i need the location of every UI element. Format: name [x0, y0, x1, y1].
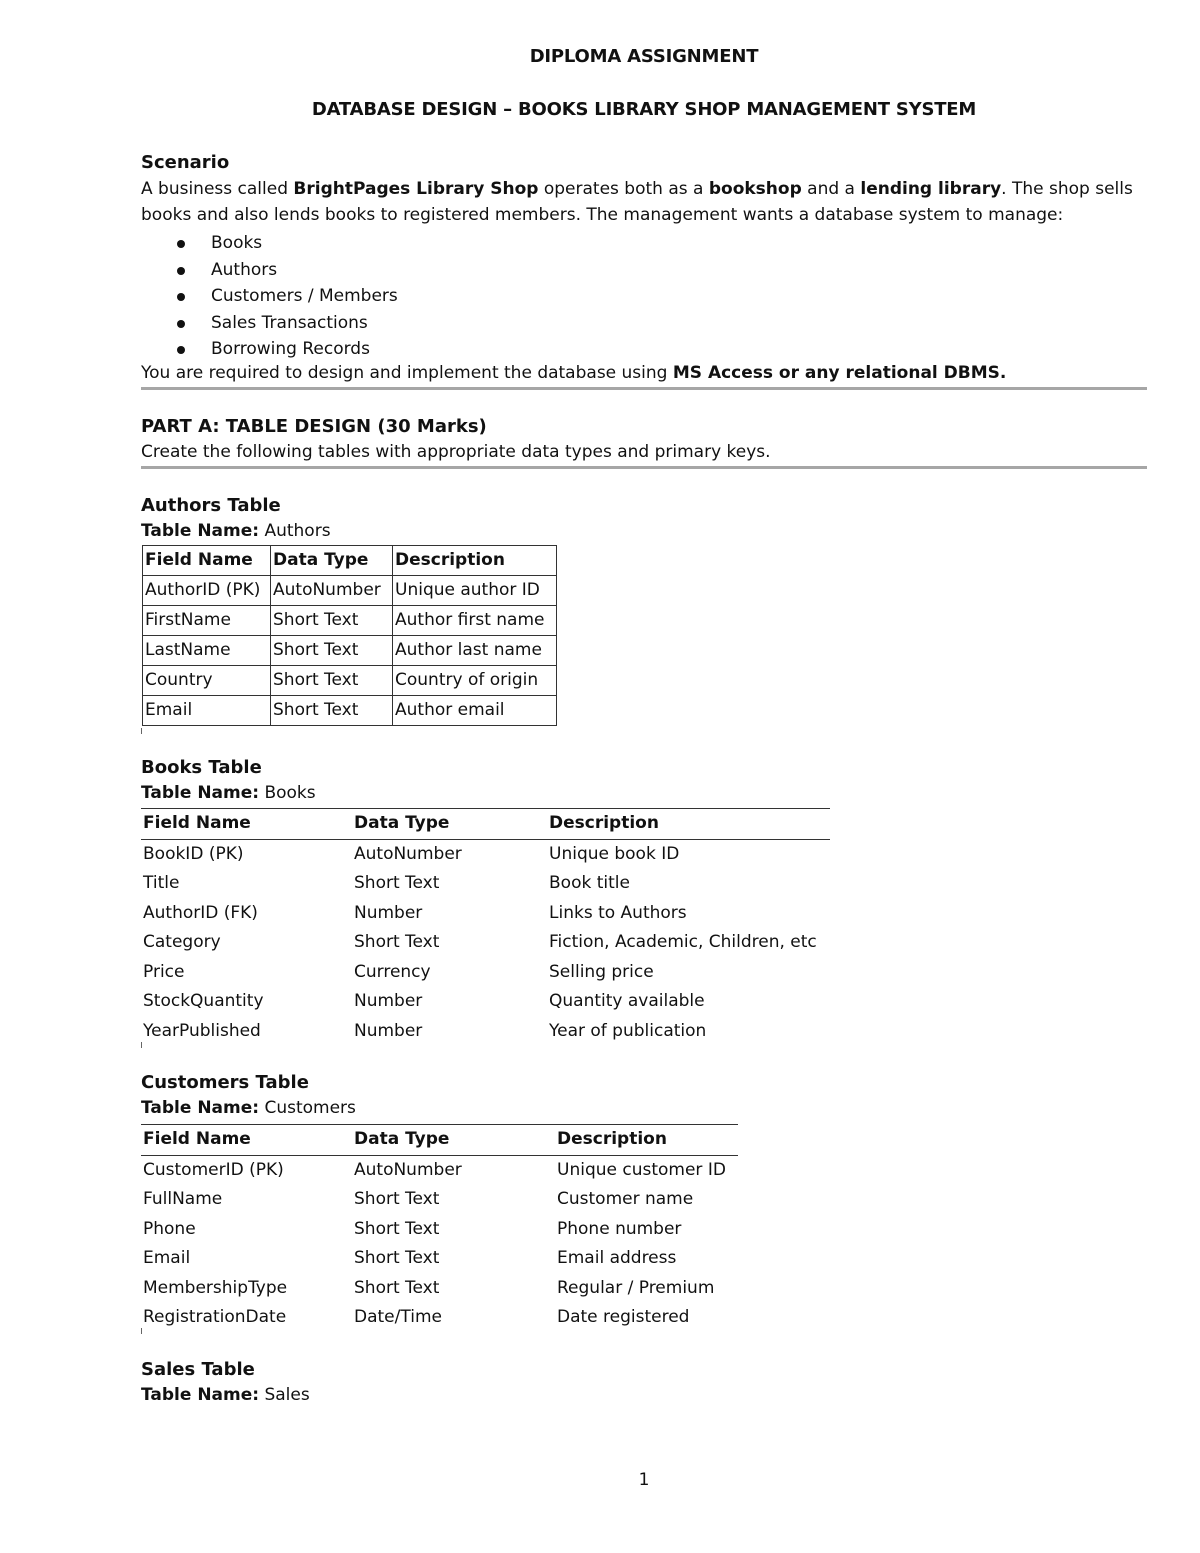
table-row: YearPublished Number Year of publication	[143, 1020, 707, 1041]
paragraph-mark	[141, 728, 142, 734]
table-row: FullName Short Text Customer name	[143, 1189, 694, 1209]
list-item: Borrowing Records	[141, 336, 398, 363]
authors-table-name: Table Name: Authors	[141, 521, 331, 541]
scenario-paragraph-line-1: A business called BrightPages Library Shop operates both as a bookshop and a lending library. The shop sells	[141, 179, 1133, 199]
paragraph-mark	[141, 1042, 142, 1048]
table-row: AuthorID (PK) AutoNumber Unique author ID	[143, 576, 557, 606]
scenario-bullet-list	[141, 230, 398, 363]
table-row: LastName Short Text Author last name	[143, 636, 557, 666]
sales-table-name: Table Name: Sales	[141, 1385, 310, 1405]
authors-table	[142, 545, 557, 726]
table-row: CustomerID (PK) AutoNumber Unique customer ID	[143, 1159, 726, 1180]
customers-table-name: Table Name: Customers	[141, 1098, 356, 1118]
customers-heading: Customers Table	[141, 1072, 309, 1093]
scenario-requirement: You are required to design and implement the database using MS Access or any relational DBMS.	[141, 363, 1007, 383]
part-a-heading: PART A: TABLE DESIGN (30 Marks)	[141, 416, 487, 437]
table-row: Title Short Text Book title	[143, 873, 630, 893]
table-row: BookID (PK) AutoNumber Unique book ID	[143, 843, 680, 864]
table-header-row: Field Name Data Type Description	[141, 1125, 738, 1156]
list-item: Books	[141, 230, 398, 257]
paragraph-mark	[141, 1328, 142, 1334]
page-number: 1	[638, 1470, 650, 1490]
table-row: Price Currency Selling price	[143, 961, 654, 982]
table-row: Country Short Text Country of origin	[143, 666, 557, 696]
table-header-row: Field Name Data Type Description	[143, 546, 557, 576]
table-row: FirstName Short Text Author first name	[143, 606, 557, 636]
books-table	[141, 808, 830, 1046]
scenario-heading: Scenario	[141, 152, 230, 173]
section-divider	[141, 466, 1147, 469]
table-row: Category Short Text Fiction, Academic, Children, etc	[143, 932, 817, 952]
document-subtitle: DATABASE DESIGN – BOOKS LIBRARY SHOP MANAGEMENT SYSTEM	[311, 99, 977, 120]
books-heading: Books Table	[141, 757, 262, 778]
list-item: Sales Transactions	[141, 310, 398, 337]
table-row: Email Short Text Author email	[143, 696, 557, 726]
table-row: Email Short Text Email address	[143, 1248, 677, 1268]
document-title: DIPLOMA ASSIGNMENT	[529, 46, 759, 67]
section-divider	[141, 387, 1147, 390]
sales-heading: Sales Table	[141, 1359, 255, 1380]
list-item: Authors	[141, 257, 398, 284]
table-header-row: Field Name Data Type Description	[141, 809, 830, 840]
table-row: Phone Short Text Phone number	[143, 1218, 682, 1239]
scenario-paragraph-line-2: books and also lends books to registered members. The management wants a database system to manage:	[141, 205, 1064, 225]
table-row: RegistrationDate Date/Time Date registered	[143, 1307, 690, 1327]
customers-table	[141, 1124, 738, 1333]
authors-heading: Authors Table	[141, 495, 281, 516]
list-item: Customers / Members	[141, 283, 398, 310]
table-row: AuthorID (FK) Number Links to Authors	[143, 902, 687, 923]
business-name: BrightPages Library Shop	[293, 179, 539, 199]
table-row: StockQuantity Number Quantity available	[143, 991, 705, 1011]
part-a-intro: Create the following tables with appropriate data types and primary keys.	[141, 442, 771, 462]
table-row: MembershipType Short Text Regular / Premium	[143, 1277, 715, 1298]
books-table-name: Table Name: Books	[141, 783, 316, 803]
